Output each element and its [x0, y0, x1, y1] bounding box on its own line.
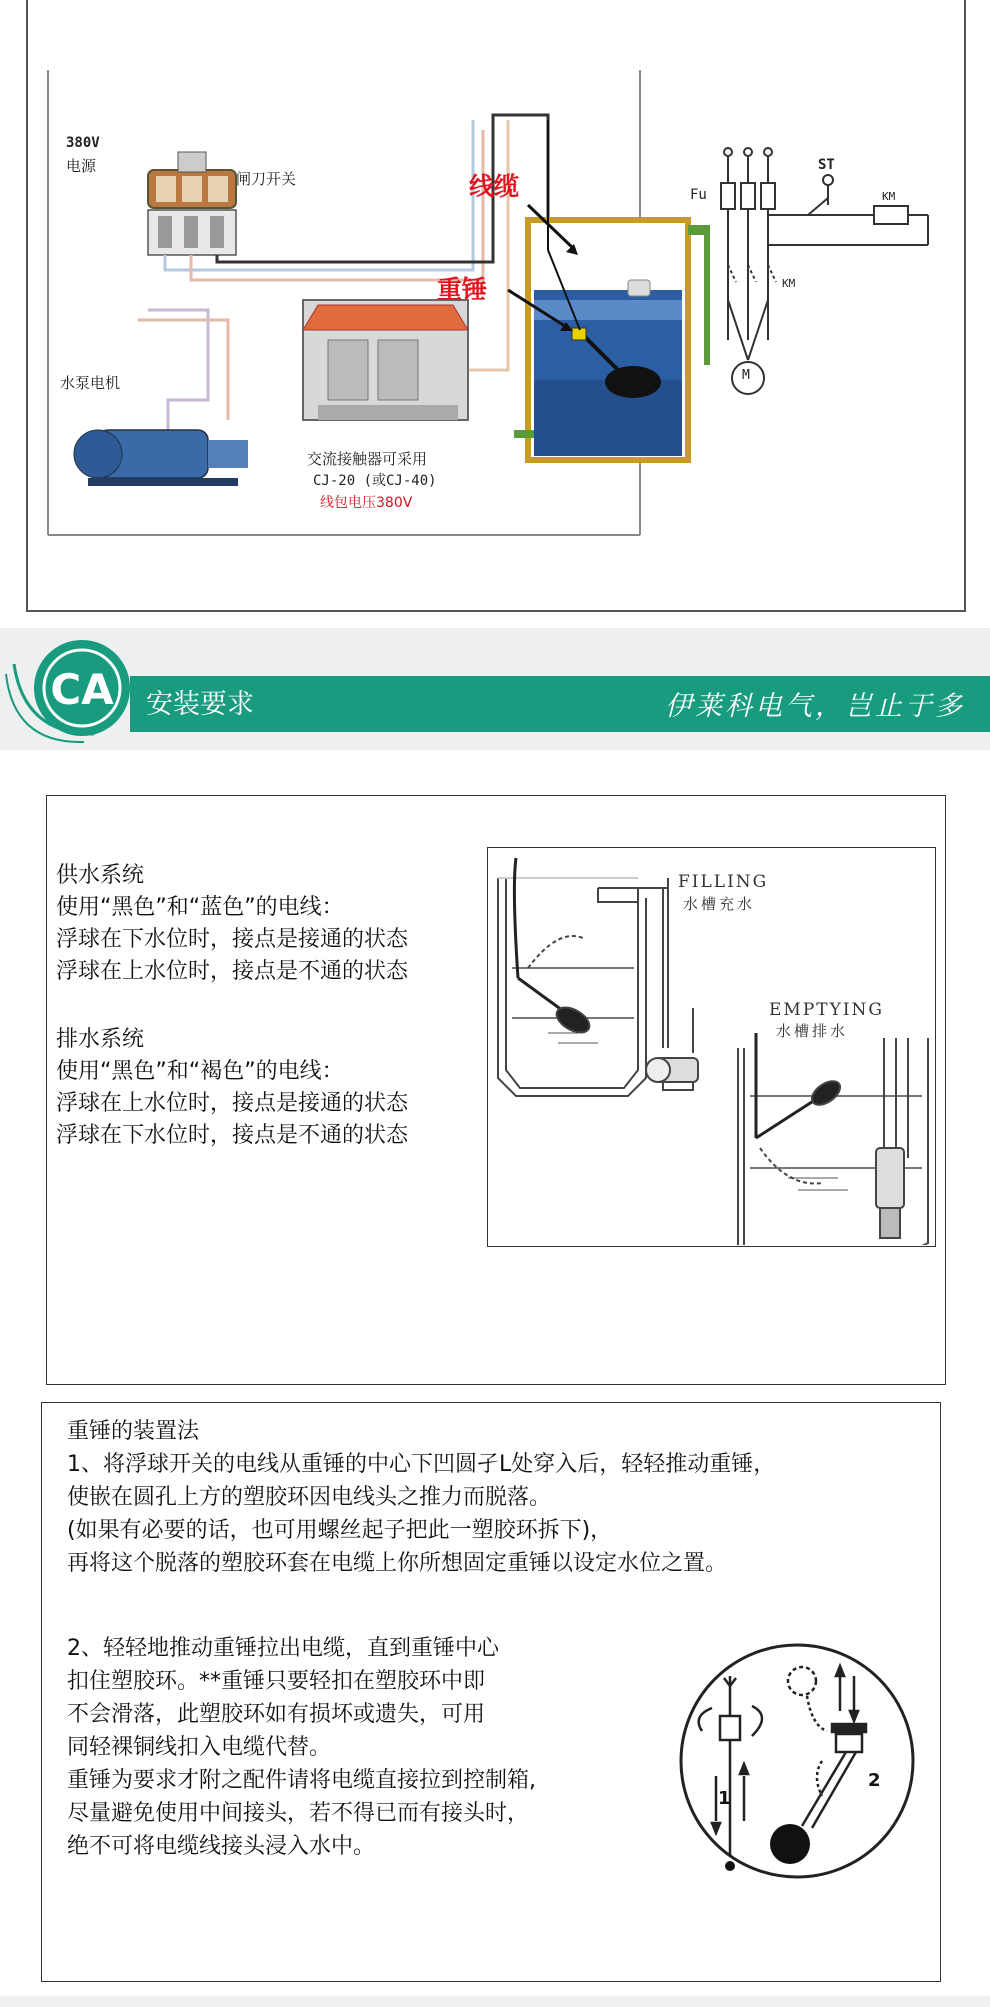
start-switch-label: ST: [818, 157, 835, 173]
contactor-voltage: 线包电压380V: [320, 495, 413, 511]
drain-wire-colors: 使用“黑色”和“褐色”的电线：: [56, 1059, 344, 1084]
emptying-label-en: EMPTYING: [769, 1000, 884, 1020]
step1-line3: (如果有必要的话，也可用螺丝起子把此一塑胶环拆下)，: [67, 1518, 613, 1543]
step2-line5: 重锤为要求才附之配件请将电缆直接拉到控制箱,: [67, 1768, 536, 1793]
km-contact-label: KM: [782, 277, 796, 290]
supply-wire-colors: 使用“黑色”和“蓝色”的电线：: [56, 895, 344, 920]
power-label: 电源: [66, 157, 97, 175]
section-title: 安装要求: [146, 689, 254, 720]
drain-low-level: 浮球在下水位时，接点是不通的状态: [56, 1123, 409, 1148]
contactor-model: CJ-20 (或CJ-40): [313, 473, 437, 489]
weight-install-title: 重锤的装置法: [67, 1419, 200, 1444]
water-tank-icon: [514, 120, 710, 460]
weight-install-illustration: [672, 1636, 922, 1886]
company-logo-icon: [4, 634, 144, 746]
supply-title: 供水系统: [56, 863, 145, 888]
emptying-label-cn: 水槽排水: [776, 1022, 849, 1040]
step2-number: 2: [868, 1770, 881, 1791]
drain-title: 排水系统: [56, 1027, 145, 1052]
fuse-label: Fu: [690, 187, 707, 203]
step2-line2: 扣住塑胶环。**重锤只要轻扣在塑胶环中即: [67, 1669, 486, 1694]
drain-high-level: 浮球在上水位时，接点是接通的状态: [56, 1091, 409, 1116]
step1-line1: 1、将浮球开关的电线从重锤的中心下凹圆孑L处穿入后，轻轻推动重锤，: [67, 1452, 776, 1477]
supply-low-level: 浮球在下水位时，接点是接通的状态: [56, 927, 409, 952]
cable-label: 线缆: [469, 172, 520, 201]
motor-label: M: [742, 368, 750, 383]
logo-text: CA: [50, 665, 114, 714]
control-circuit: [721, 148, 928, 394]
wiring-diagram-frame: [26, 0, 966, 612]
pump-motor-label: 水泵电机: [60, 374, 121, 392]
pump-motor-icon: [74, 430, 248, 486]
filling-label-cn: 水槽充水: [683, 895, 756, 913]
bottom-strip: [0, 1996, 990, 2007]
wiring-diagram: [28, 0, 964, 610]
supply-high-level: 浮球在上水位时，接点是不通的状态: [56, 959, 409, 984]
step2-line7: 绝不可将电缆线接头浸入水中。: [67, 1834, 376, 1859]
step2-line6: 尽量避免使用中间接头，若不得已而有接头时，: [67, 1801, 530, 1826]
step1-line4: 再将这个脱落的塑胶环套在电缆上你所想固定重锤以设定水位之置。: [67, 1551, 728, 1576]
company-slogan: 伊莱科电气，岂止于多: [665, 691, 965, 722]
weight-label: 重锤: [437, 275, 488, 304]
knife-switch-icon: [148, 152, 236, 255]
step2-line1: 2、轻轻地推动重锤拉出电缆，直到重锤中心: [67, 1636, 499, 1661]
km-coil-label: KM: [882, 190, 896, 203]
contactor-label: 交流接触器可采用: [307, 450, 428, 468]
step1-number: 1: [718, 1788, 731, 1809]
step1-line2: 使嵌在圆孔上方的塑胶环因电线头之推力而脱落。: [67, 1485, 552, 1510]
power-label-voltage: 380V: [66, 135, 100, 151]
filling-label-en: FILLING: [678, 872, 769, 892]
step2-line4: 同轻裸铜线扣入电缆代替。: [67, 1735, 332, 1760]
contactor-icon: [303, 300, 468, 420]
knife-switch-label: 闸刀开关: [236, 170, 297, 188]
step2-line3: 不会滑落，此塑胶环如有损坏或遗失，可用: [67, 1702, 486, 1727]
